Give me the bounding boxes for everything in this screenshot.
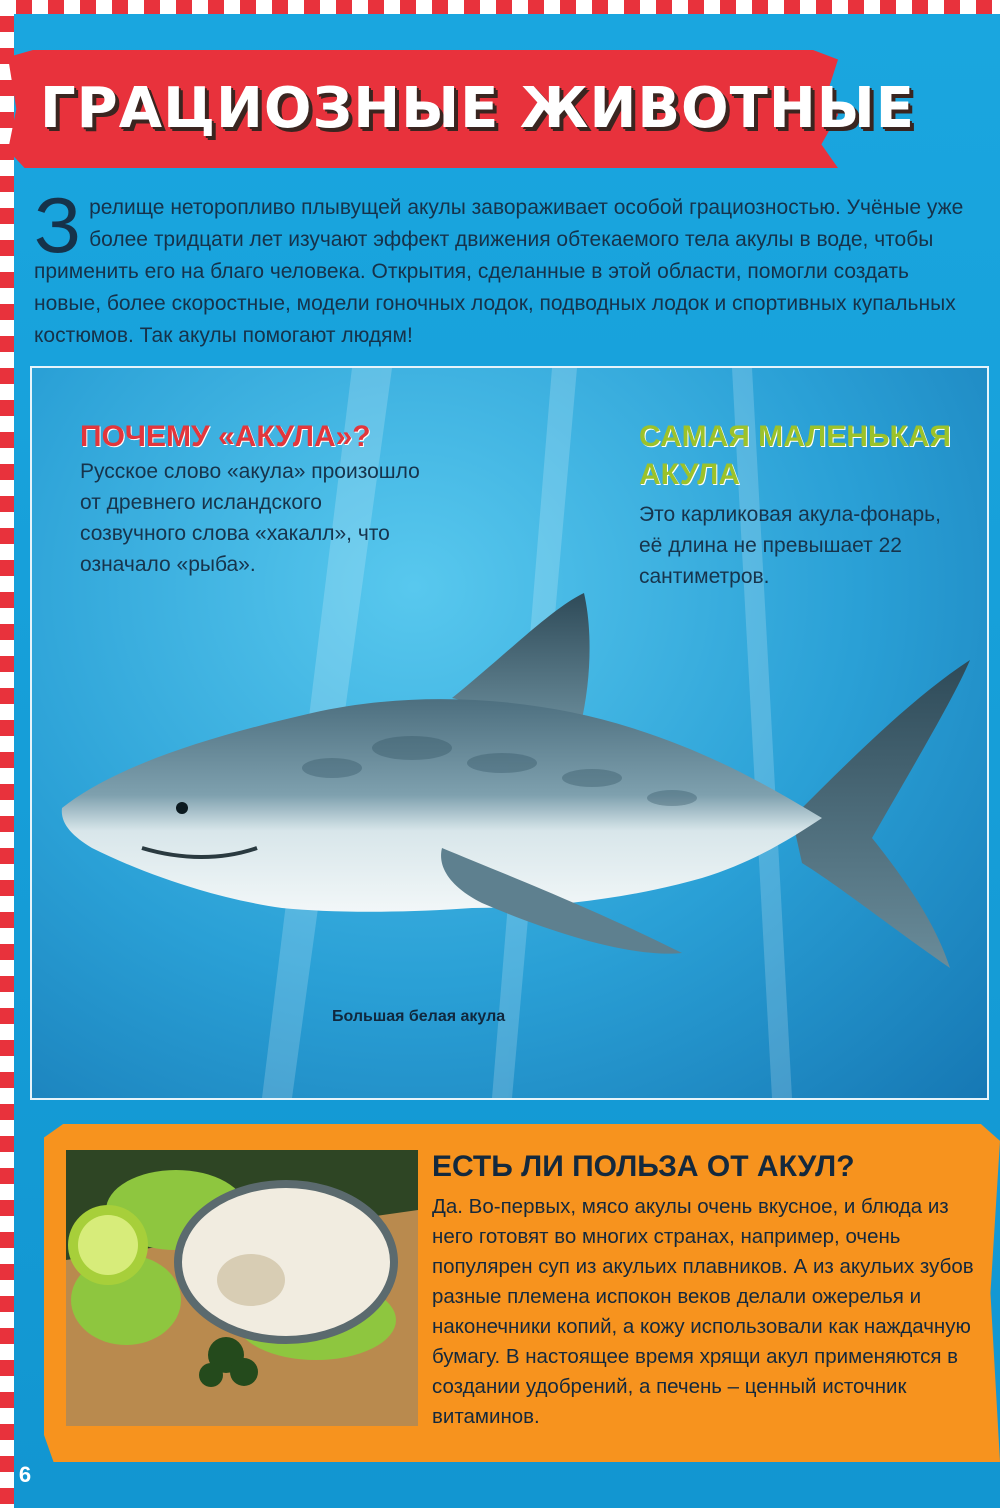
shark-photo-panel (30, 366, 989, 1100)
why-shark-text: Русское слово «акула» произошло от древнего исландского созвучного слова «хакалл», что означало «рыба». (80, 460, 420, 576)
why-shark-heading: ПОЧЕМУ «АКУЛА»? (80, 420, 371, 453)
tail-fin (792, 660, 970, 968)
intro-text: релище неторопливо плывущей акулы завораживает особой грациозностью. Учёные уже более тридцати лет изучают эффект движения обтекаемого тела акулы в воде, чтобы применить его на благо человека. Открытия, сделанные в этой области, помогли создать новые, более скоростные, модели гоночных лодок, подводных лодок и спортивных купальных костюмов. Так акулы помогают людям! (34, 196, 964, 347)
shark-eye (176, 802, 188, 814)
shark-body (62, 699, 822, 912)
smallest-shark-text: Это карликовая акула-фонарь, её длина не превышает 22 сантиметров. (639, 503, 941, 588)
photo-caption: Большая белая акула (332, 1008, 506, 1025)
benefit-text: Да. Во-первых, мясо акулы очень вкусное, и блюда из него готовят во многих странах, например, очень популярен суп из акульих плавников. А из акульих зубов разные племена испокон веков делали ожерелья и наконечники копий, а кожу использовали как наждачную бумагу. В настоящее время хрящи акул применяются в создании удобрений, а печень – ценный источник витаминов. (432, 1195, 974, 1428)
fish-steak (178, 1184, 394, 1340)
lime (68, 1205, 148, 1285)
shark-steak-illustration (66, 1150, 418, 1426)
drop-cap-letter: З (34, 181, 82, 269)
benefit-heading: ЕСТЬ ЛИ ПОЛЬЗА ОТ АКУЛ? (432, 1150, 855, 1183)
page-title: ГРАЦИОЗНЫЕ ЖИВОТНЫЕ (40, 76, 915, 141)
smallest-shark-heading: САМАЯ МАЛЕНЬКАЯ АКУЛА (639, 420, 951, 491)
intro-paragraph (34, 181, 980, 352)
page-number: 6 (18, 1462, 32, 1487)
shark-steak-photo (66, 1150, 418, 1426)
